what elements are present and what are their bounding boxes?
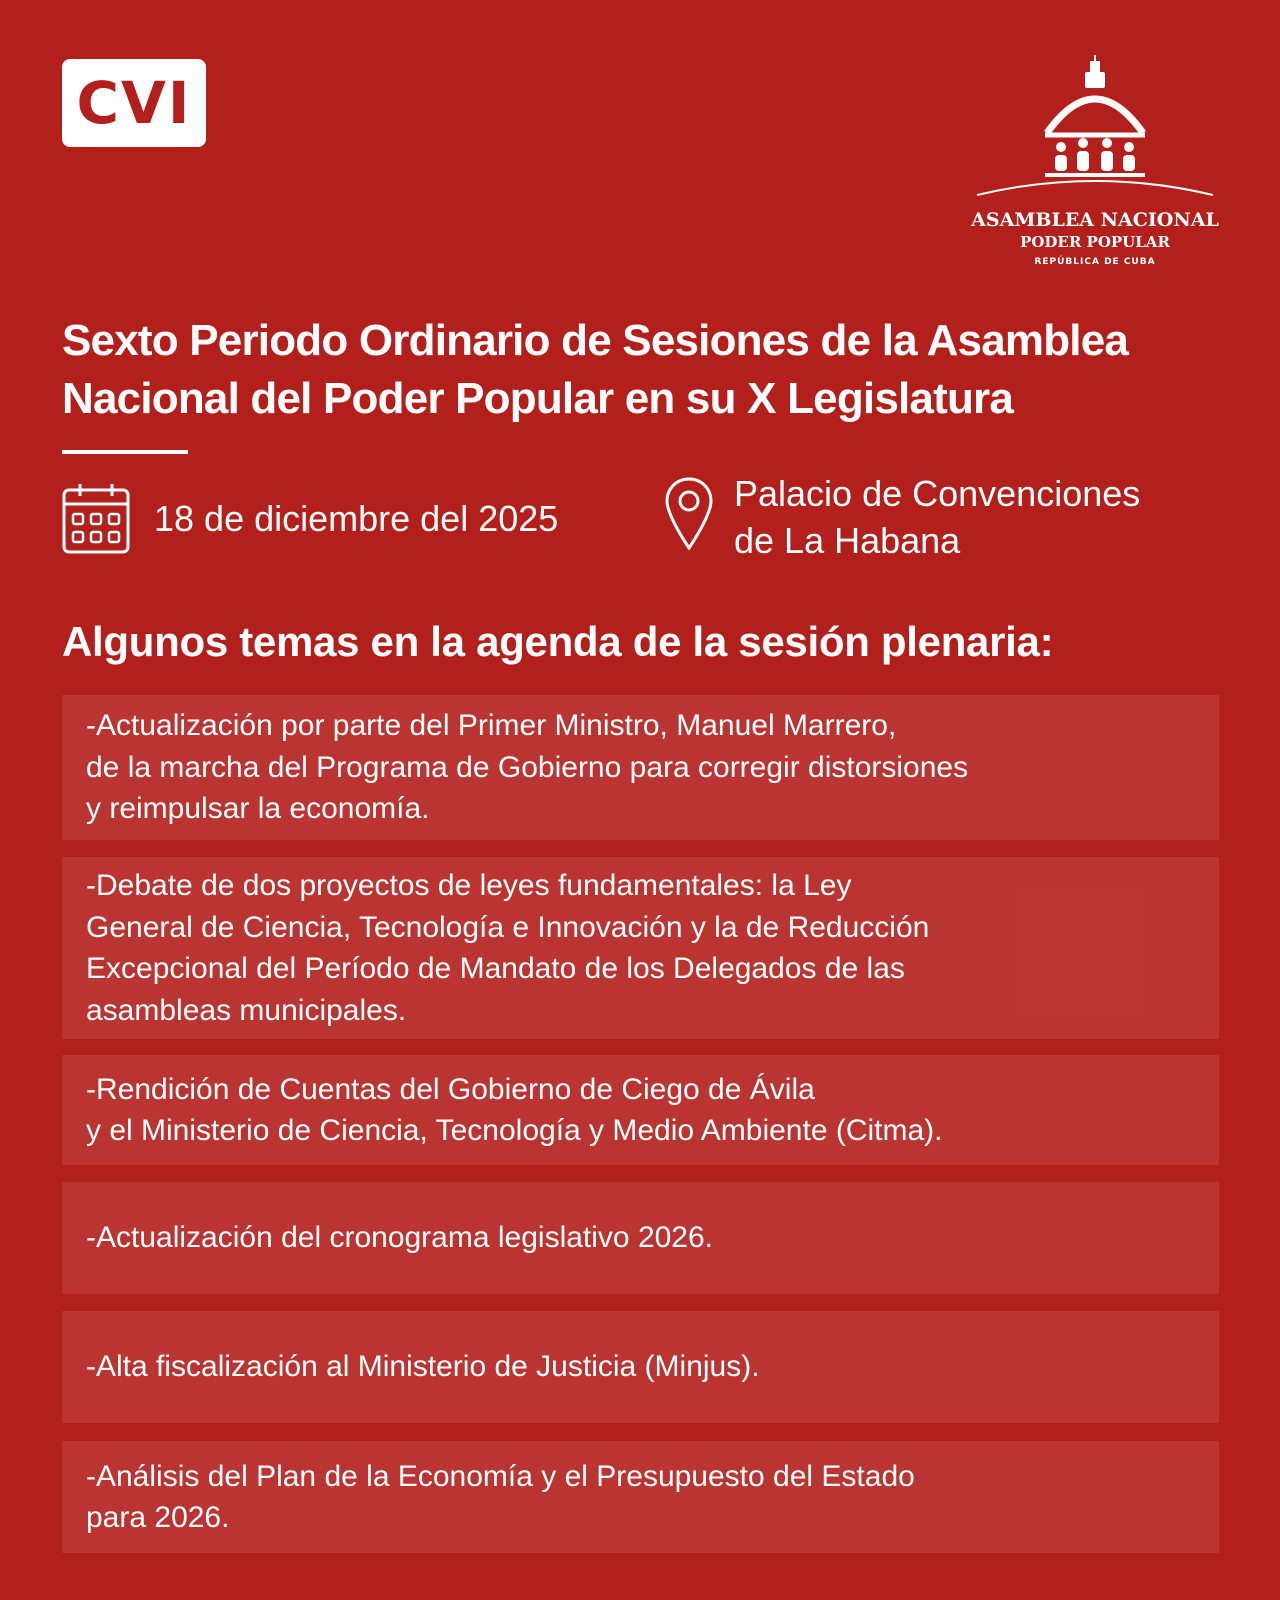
cvi-logo-text: CVI: [76, 69, 192, 137]
event-info: [62, 470, 1222, 570]
institution-subtitle: PODER POPULAR: [1020, 233, 1170, 251]
agenda-item: [62, 695, 1219, 840]
agenda-line: -Rendición de Cuentas del Gobierno de Ciego de Ávila: [86, 1072, 815, 1106]
venue-line: de La Habana: [734, 520, 961, 561]
calendar-icon: [62, 482, 130, 554]
institution-country: REPÚBLICA DE CUBA: [1034, 257, 1156, 267]
location-pin-icon: [664, 476, 714, 552]
agenda-line: -Debate de dos proyectos de leyes fundamentales: la Ley: [86, 869, 852, 902]
agenda-line: General de Ciencia, Tecnología e Innovación y la de Reducción: [86, 910, 930, 944]
agenda-line: y reimpulsar la economía.: [86, 792, 430, 826]
agenda-item: [62, 1441, 1219, 1553]
venue-line: Palacio de Convenciones: [734, 473, 1141, 514]
agenda-line: asambleas municipales.: [86, 993, 407, 1027]
agenda-line: -Alta fiscalización al Ministerio de Justicia (Minjus).: [86, 1350, 760, 1384]
agenda-line: -Actualización del cronograma legislativo 2026.: [86, 1221, 714, 1255]
agenda-line: Excepcional del Período de Mandato de los Delegados de las: [86, 952, 905, 985]
institution-name: ASAMBLEA NACIONAL: [971, 209, 1219, 231]
event-date: 18 de diciembre del 2025: [154, 498, 559, 539]
agenda-line: de la marcha del Programa de Gobierno para corregir distorsiones: [86, 750, 969, 784]
agenda-item: [62, 857, 1219, 1039]
agenda-line: para 2026.: [86, 1501, 230, 1534]
agenda-item: [62, 1182, 1219, 1294]
agenda-line: -Análisis del Plan de la Economía y el Presupuesto del Estado: [86, 1459, 915, 1493]
capitol-dome-icon: [975, 55, 1215, 205]
title-divider: [62, 450, 188, 454]
agenda-heading: Algunos temas en la agenda de la sesión plenaria:: [62, 618, 1054, 665]
page-title: [62, 312, 1262, 428]
agenda-item: [62, 1311, 1219, 1423]
event-venue: [734, 470, 1140, 564]
title-line: Nacional del Poder Popular en su X Legislatura: [62, 374, 1014, 423]
agenda-line: y el Ministerio de Ciencia, Tecnología y Medio Ambiente (Citma).: [86, 1114, 943, 1147]
agenda-line: -Actualización por parte del Primer Ministro, Manuel Marrero,: [86, 709, 897, 743]
asamblea-nacional-logo: [965, 55, 1225, 265]
agenda-item: [62, 1055, 1219, 1165]
cvi-logo: [62, 59, 206, 147]
title-line: Sexto Periodo Ordinario de Sesiones de la Asamblea: [62, 316, 1129, 365]
